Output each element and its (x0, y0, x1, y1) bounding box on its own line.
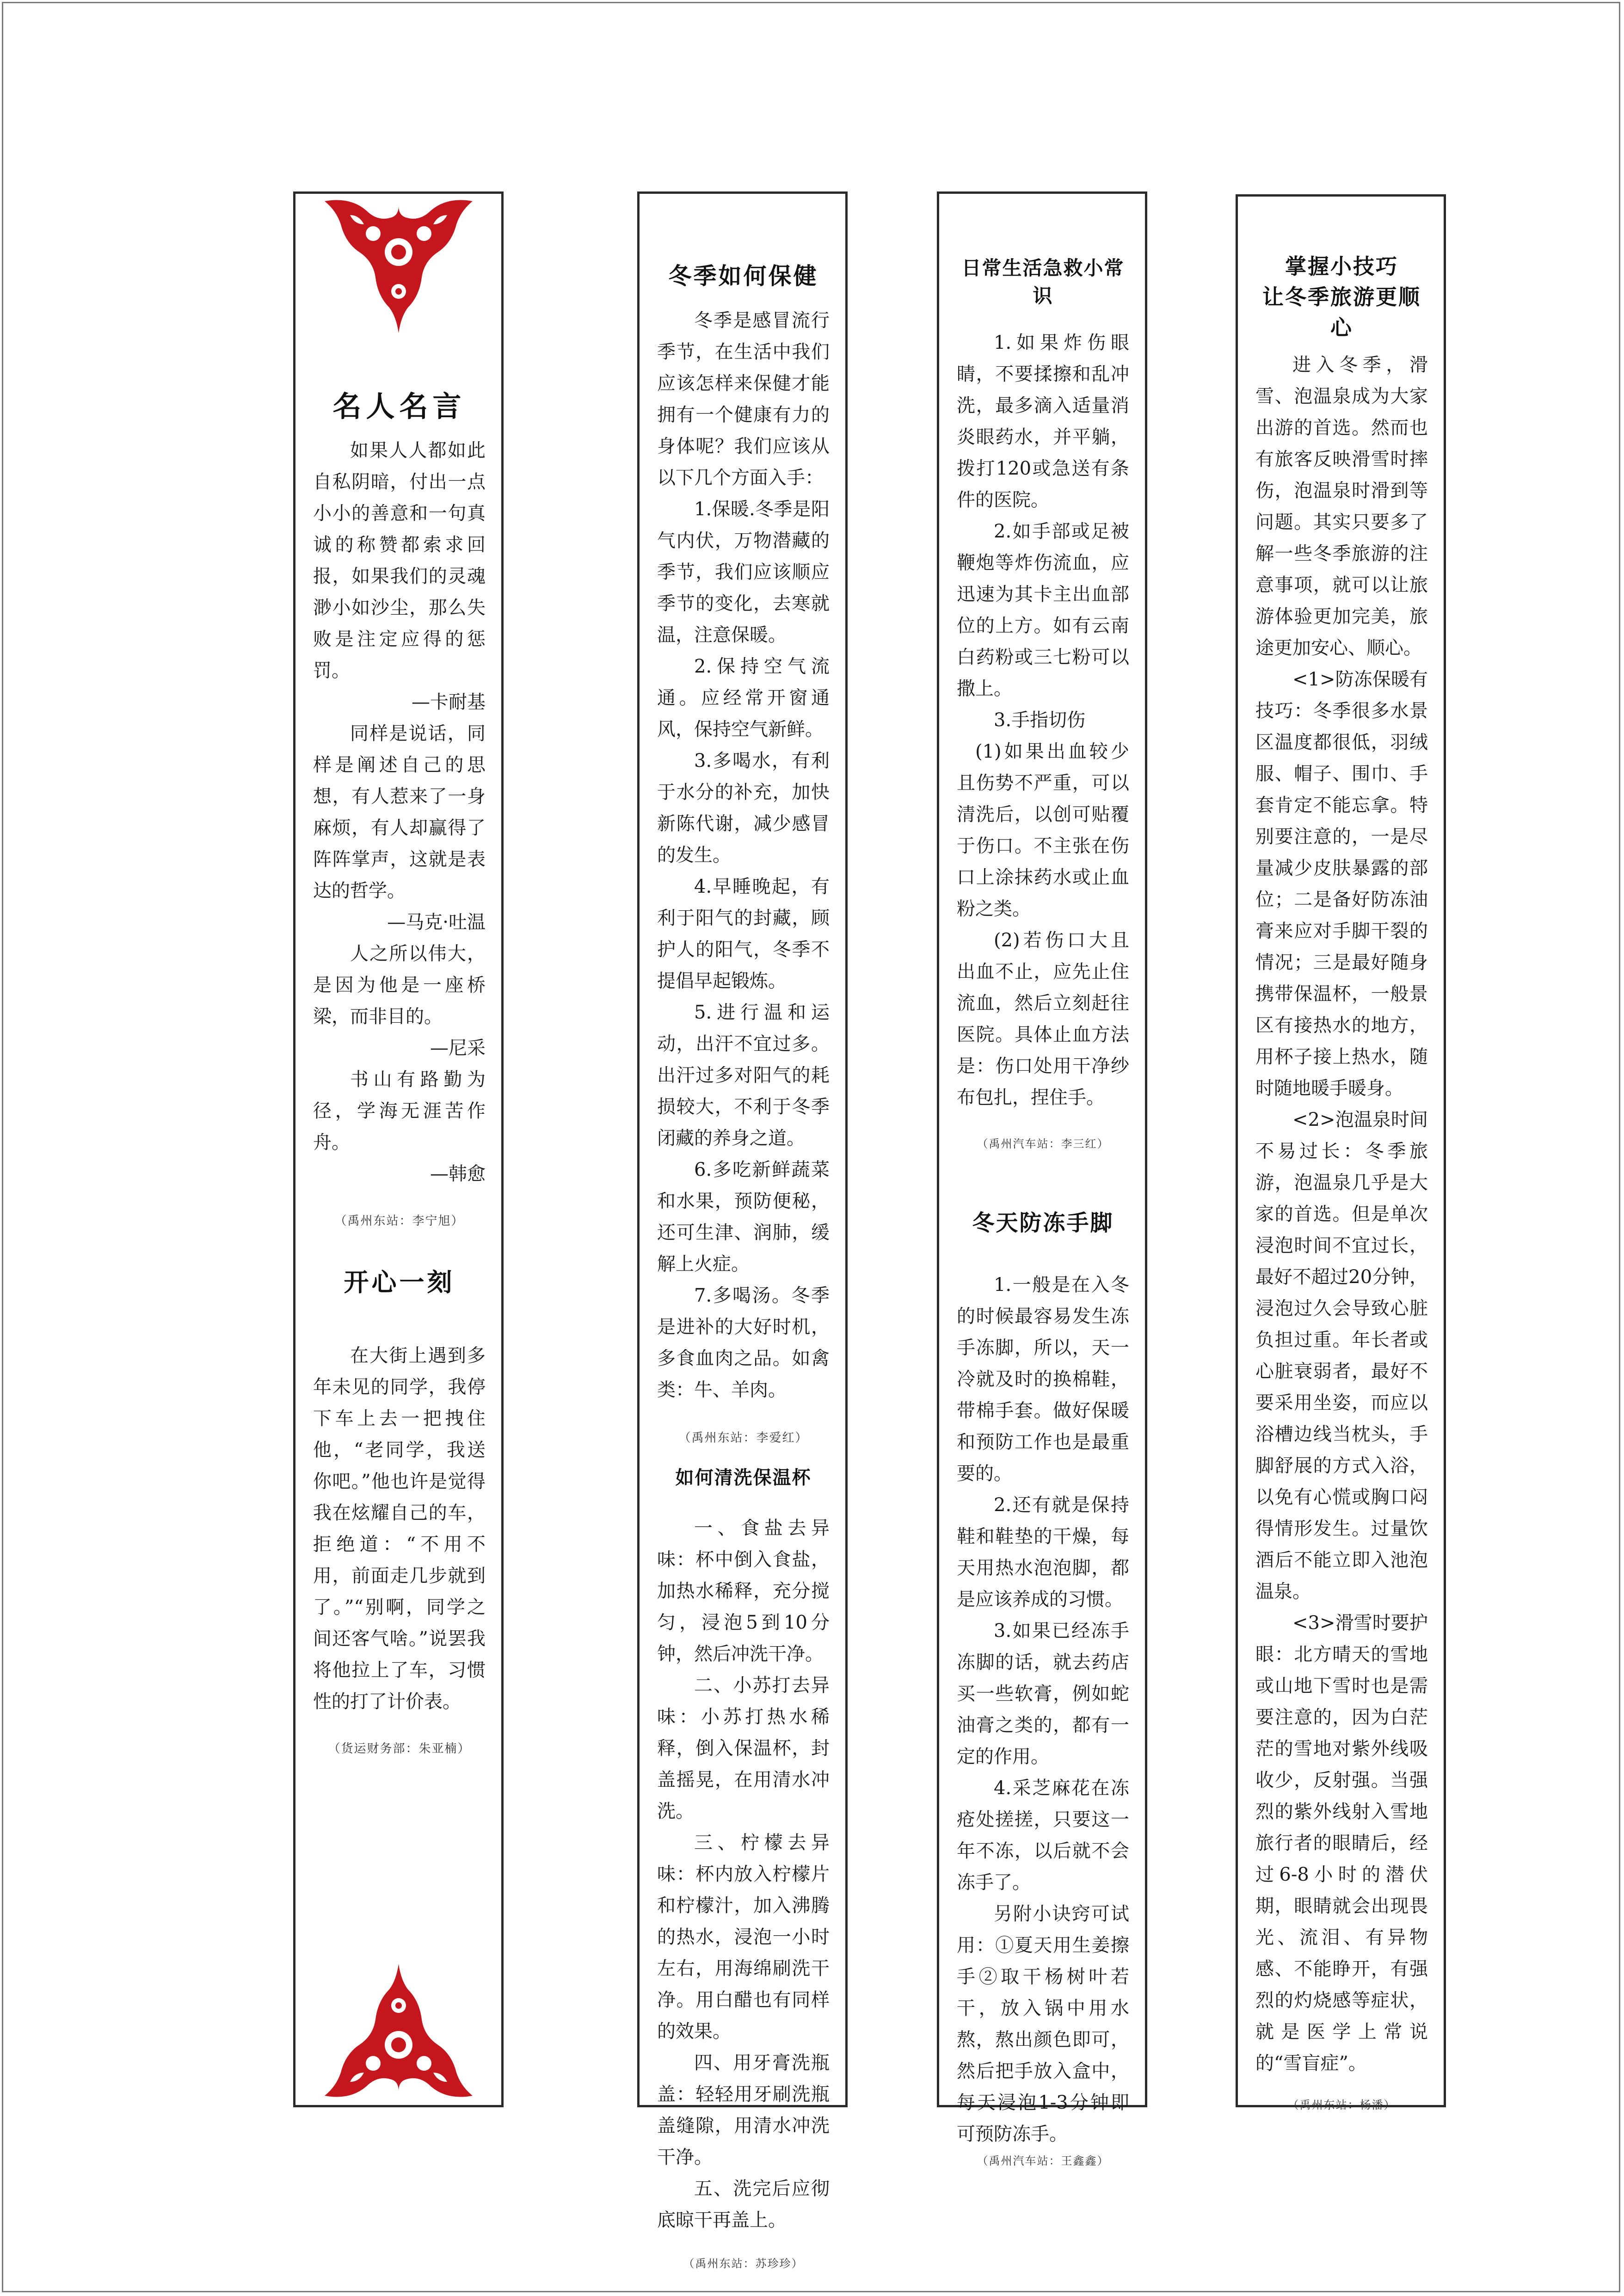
article-paragraph: 4.采芝麻花在冻疮处搓搓，只要这一年不冻，以后就不会冻手了。 (957, 1778, 1129, 1893)
quotes-content (313, 383, 486, 1758)
quote-author: —尼采 (430, 1037, 486, 1059)
first-aid-content (957, 253, 1129, 2170)
article-paragraph: 1.如果炸伤眼睛，不要揉擦和乱冲洗，最多滴入适量消炎眼药水，并平躺，拨打120或急送有条件的医院。 (957, 332, 1129, 511)
author-credit: （禹州东站：李宁旭） (334, 1214, 464, 1228)
author-credit: （禹州东站：杨潘） (1287, 2098, 1396, 2111)
article-paragraph: 另附小诀窍可试用：①夏天用生姜擦手②取干杨树叶若干，放入锅中用水熬，熬出颜色即可，然后把手放入盒中，每天浸泡1-3分钟即可预防冻手。 (957, 1903, 1129, 2145)
quote-author: —卡耐基 (412, 691, 486, 713)
section-title: 如何清洗保温杯 (675, 1467, 812, 1488)
quote-author: —韩愈 (430, 1163, 486, 1185)
column-famous-quotes (293, 191, 504, 2107)
author-credit: （禹州汽车站：王鑫鑫） (977, 2154, 1109, 2167)
column-first-aid (937, 191, 1147, 2167)
article-paragraph: (1)如果出血较少且伤势不严重，可以清洗后，以创可贴覆于伤口。不主张在伤口上涂抹药水或止血粉之类。 (957, 741, 1129, 920)
section-title: 开心一刻 (344, 1268, 455, 1297)
author-credit: （货运财务部：朱亚楠） (328, 1742, 471, 1756)
quote-author: —马克·吐温 (387, 912, 486, 933)
article-paragraph: 3.手指切伤 (994, 710, 1086, 731)
quote-text: 如果人人都如此自私阴暗，付出一点小小的善意和一句真诚的称赞都索求回报，如果我们的灵魂渺小如沙尘，那么失败是注定应得的惩罚。 (313, 440, 486, 681)
article-paragraph: <2>泡温泉时间不易过长：冬季旅游，泡温泉几乎是大家的首选。但是单次浸泡时间不宜过长，最好不超过20分钟，浸泡过久会导致心脏负担过重。年长者或心脏衰弱者，最好不要采用坐姿，而应以浴槽边线当枕头，手脚舒展的方式入浴，以免有心慌或胸口闷得情形发生。过量饮酒后不能立即入池泡温泉。 (1255, 1109, 1428, 1602)
article-paragraph: 冬季是感冒流行季节，在生活中我们应该怎样来保健才能拥有一个健康有力的身体呢？我们应该从以下几个方面入手： (657, 310, 830, 488)
article-paragraph: 三、柠檬去异味：杯内放入柠檬片和柠檬汁，加入沸腾的热水，浸泡一小时左右，用海绵刷洗干净。用白醋也有同样的效果。 (657, 1832, 830, 2042)
article-paragraph: 4.早睡晚起，有利于阳气的封藏，顾护人的阳气，冬季不提倡早起锻炼。 (657, 876, 830, 992)
article-paragraph: 五、洗完后应彻底晾干再盖上。 (657, 2178, 830, 2231)
article-paragraph: 四、用牙膏洗瓶盖：轻轻用牙刷洗瓶盖缝隙，用清水冲洗干净。 (657, 2052, 830, 2168)
quote-text: 人之所以伟大，是因为他是一座桥梁，而非目的。 (313, 943, 486, 1027)
article-paragraph: 1.一般是在入冬的时候最容易发生冻手冻脚，所以，天一冷就及时的换棉鞋，带棉手套。做好保暖和预防工作也是最重要的。 (957, 1274, 1129, 1484)
column-winter-health (637, 191, 848, 2270)
quote-text: 书山有路勤为径，学海无涯苦作舟。 (313, 1069, 486, 1153)
article-paragraph: 二、小苏打去异味：小苏打热水稀释，倒入保温杯，封盖摇晃，在用清水冲洗。 (657, 1675, 830, 1822)
section-title: 掌握小技巧 (1285, 254, 1398, 279)
winter-health-content (657, 258, 830, 2273)
article-paragraph: 3.如果已经冻手冻脚的话，就去药店买一些软膏，例如蛇油膏之类的，都有一定的作用。 (957, 1620, 1129, 1767)
section-title: 冬季如何保健 (668, 263, 818, 290)
article-paragraph: (2)若伤口大且出血不止，应先止住流血，然后立刻赶往医院。具体止血方法是：伤口处用干净纱布包扎，捏住手。 (957, 930, 1129, 1108)
article-paragraph: <1>防冻保暖有技巧：冬季很多水景区温度都很低，羽绒服、帽子、围巾、手套肯定不能忘拿。特别要注意的，一是尽量减少皮肤暴露的部位；二是备好防冻油膏来应对手脚干裂的情况；三是最好随身携带保温杯，一般景区有接热水的地方，用杯子接上热水，随时随地暖手暖身。 (1255, 669, 1428, 1099)
section-title: 让冬季旅游更顺心 (1262, 284, 1421, 340)
author-credit: （禹州东站：李爱红） (678, 1431, 808, 1445)
article-paragraph: 2.如手部或足被鞭炮等炸伤流血，应迅速为其卡主出血部位的上方。如有云南白药粉或三七粉可以撒上。 (957, 521, 1129, 699)
section-title: 冬天防冻手脚 (972, 1210, 1114, 1236)
article-paragraph: 一、食盐去异味：杯中倒入食盐，加热水稀释，充分搅匀，浸泡5到10分钟，然后冲洗干净。 (657, 1518, 830, 1665)
article-paragraph: 2.保持空气流通。应经常开窗通风，保持空气新鲜。 (657, 656, 830, 740)
winter-travel-content (1255, 251, 1428, 2114)
section-title: 名人名言 (332, 389, 466, 423)
quote-text: 同样是说话，同样是阐述自己的思想，有人惹来了一身麻烦，有人却赢得了阵阵掌声，这就是表达的哲学。 (313, 723, 486, 901)
author-credit: （禹州汽车站：李三红） (977, 1137, 1109, 1150)
article-paragraph: 5.进行温和运动，出汗不宜过多。出汗过多对阳气的耗损较大，不利于冬季闭藏的养身之道。 (657, 1002, 830, 1149)
joke-text: 在大街上遇到多年未见的同学，我停下车上去一把拽住他，“老同学，我送你吧。”他也许是觉得我在炫耀自己的车，拒绝道：“不用不用，前面走几步就到了。”“别啊，同学之间还客气啥。”说罢我将他拉上了车，习惯性的打了计价表。 (313, 1345, 486, 1712)
article-paragraph: 2.还有就是保持鞋和鞋垫的干燥，每天用热水泡泡脚，都是应该养成的习惯。 (957, 1494, 1129, 1610)
article-paragraph: 7.多喝汤。冬季是进补的大好时机，多食血肉之品。如禽类：牛、羊肉。 (657, 1285, 830, 1401)
red-ornament-bottom-icon (322, 1962, 475, 2100)
column-winter-travel (1236, 194, 1446, 2111)
article-paragraph: 3.多喝水，有利于水分的补充，加快新陈代谢，减少感冒的发生。 (657, 750, 830, 866)
section-title: 日常生活急救小常识 (961, 257, 1125, 307)
author-credit: （禹州东站：苏珍珍） (683, 2257, 804, 2270)
article-paragraph: 进入冬季，滑雪、泡温泉成为大家出游的首选。然而也有旅客反映滑雪时摔伤，泡温泉时滑到等问题。其实只要多了解一些冬季旅游的注意事项，就可以让旅游体验更加完美，旅途更加安心、顺心。 (1255, 354, 1428, 659)
red-ornament-top-icon (322, 197, 475, 335)
article-paragraph: 1.保暖.冬季是阳气内伏，万物潜藏的季节，我们应该顺应季节的变化，去寒就温，注意保暖。 (657, 499, 830, 646)
article-paragraph: 6.多吃新鲜蔬菜和水果，预防便秘，还可生津、润肺，缓解上火症。 (657, 1159, 830, 1275)
article-paragraph: <3>滑雪时要护眼：北方晴天的雪地或山地下雪时也是需要注意的，因为白茫茫的雪地对紫外线吸收少，反射强。当强烈的紫外线射入雪地旅行者的眼睛后，经过6-8小时的潜伏期，眼睛就会出现畏光、流泪、有异物感、不能睁开，有强烈的灼烧感等症状，就是医学上常说的“雪盲症”。 (1255, 1612, 1428, 2074)
